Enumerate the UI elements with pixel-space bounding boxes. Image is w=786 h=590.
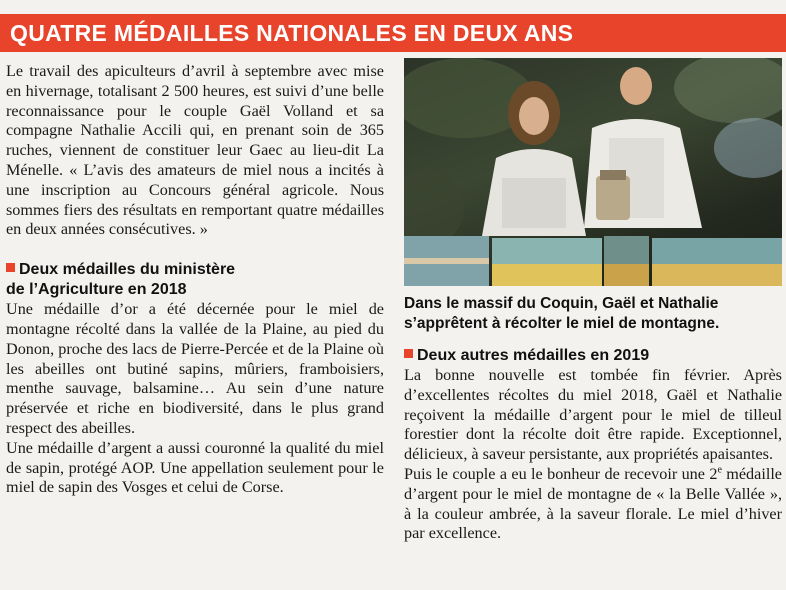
section2-paragraph-1: La bonne nouvelle est tombée fin février. Après d’excellentes récoltes du miel 2018, Gaël et Nathalie reçoivent la médaille d’argent pour le miel de tilleul forestier dont la récolte doit être rapide. Exceptionnel, délicieux, à saveur persistante, aux propriétés apaisantes. <box>404 366 782 464</box>
section1-paragraph-1: Une médaille d’or a été décernée pour le miel de montagne récolté dans la vallée de la Plaine, au pied du Donon, proche des lacs de Pierre-Percée et de la Plaine où les abeilles ont butiné sapins, mûriers, framboisiers, menthe sauvage, balsamine… Au sein d’une nature préservée et riche en biodiversité, dans le plus grand respect des abeilles. <box>6 300 384 437</box>
section1-title-line2: de l’Agriculture en 2018 <box>6 281 187 299</box>
section1-title-line1: Deux médailles du ministère <box>19 261 236 279</box>
section2-paragraph-2-end: médaille d’argent pour le miel de montagne de « la Belle Vallée », à la couleur ambrée, à la saveur florale. Le miel d’hiver par excellence. <box>404 464 782 543</box>
section2-title <box>404 346 782 366</box>
right-column <box>404 58 782 544</box>
beekeepers-photo <box>404 58 782 286</box>
section2-paragraph-2 <box>404 465 782 544</box>
headline-banner <box>0 14 786 52</box>
bullet-square-icon <box>404 349 413 358</box>
section1-paragraph-2: Une médaille d’argent a aussi couronné la qualité du miel de sapin, protégé AOP. Une appellation seulement pour le miel de sapin des Vosges et celui de Corse. <box>6 438 384 497</box>
intro-paragraph: Le travail des apiculteurs d’avril à septembre avec mise en hivernage, totalisant 2 500 heures, est suivi d’une belle reconnaissance pour le couple Gaël Volland et sa compagne Nathalie Accili qui, en prenant soin de 365 ruches, viennent de constituer leur Gaec au lieu-dit La Ménelle. « L’avis des amateurs de miel nous a incités à une inscription au Concours général agricole. Nous sommes fiers des résultats en remportant quatre médailles en deux années consécutives. » <box>6 62 384 239</box>
section2-title-text: Deux autres médailles en 2019 <box>417 347 650 364</box>
photo-caption: Dans le massif du Coquin, Gaël et Nathalie s’apprêtent à récolter le miel de montagne. <box>404 295 720 332</box>
bullet-square-icon <box>6 263 15 272</box>
left-column <box>6 62 384 498</box>
section2-paragraph-2-start: Puis le couple a eu le bonheur de recevoir une 2 <box>404 464 718 483</box>
beekeepers-photo-drawing <box>404 58 782 286</box>
headline: QUATRE MÉDAILLES NATIONALES EN DEUX ANS <box>10 20 574 46</box>
section1-title <box>6 260 384 300</box>
section2-ordinal-suffix: e <box>717 464 722 476</box>
